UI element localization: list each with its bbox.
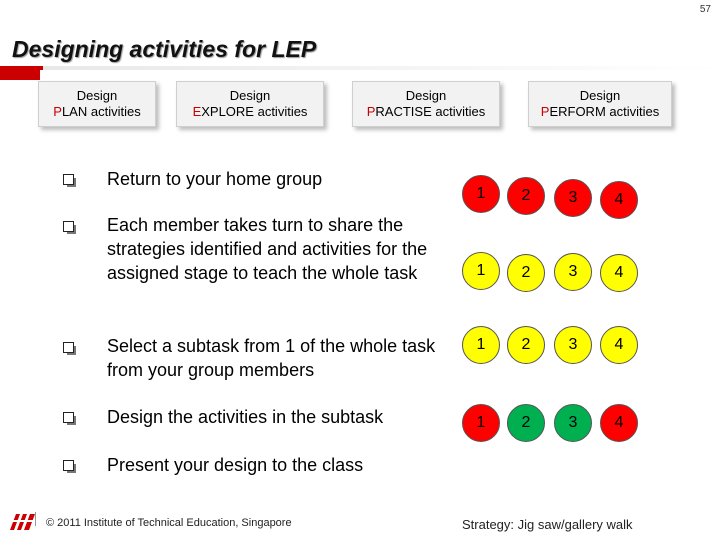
stage-rest: RACTISE activities <box>375 104 486 119</box>
stage-initial: P <box>366 104 376 119</box>
checkbox-bullet-icon <box>63 174 74 185</box>
group-circle: 3 <box>554 179 592 217</box>
stage-rest: XPLORE activities <box>201 104 308 119</box>
checkbox-bullet-icon <box>63 412 74 423</box>
stage-rest: LAN activities <box>61 104 141 119</box>
stage-line1: Design <box>229 88 271 103</box>
ite-logo-icon <box>8 510 36 532</box>
stage-box-practise <box>352 81 500 127</box>
copyright-text: © 2011 Institute of Technical Education, Singapore <box>46 517 292 529</box>
group-circle: 4 <box>600 326 638 364</box>
stage-box-perform <box>528 81 672 127</box>
group-circle: 3 <box>554 404 592 442</box>
checkbox-bullet-icon <box>63 342 74 353</box>
stage-initial: P <box>53 104 62 119</box>
group-circle: 1 <box>462 252 500 290</box>
step-item: Return to your home group <box>107 169 323 189</box>
group-circle: 1 <box>462 404 500 442</box>
stage-line2 <box>39 104 155 120</box>
group-circle: 1 <box>462 175 500 213</box>
stage-line2 <box>529 104 671 120</box>
title-accent-block <box>0 70 40 80</box>
page-number: 57 <box>699 4 711 15</box>
slide-title: Designing activities for LEP <box>12 36 317 62</box>
checkbox-bullet-icon <box>63 460 74 471</box>
stage-box-explore <box>176 81 324 127</box>
stage-initial: P <box>540 104 550 119</box>
checkbox-bullet-icon <box>63 221 74 232</box>
group-circle: 4 <box>600 404 638 442</box>
group-circle: 3 <box>554 253 592 291</box>
group-circle: 2 <box>507 404 545 442</box>
stage-rest: ERFORM activities <box>549 104 660 119</box>
stage-initial: E <box>192 104 202 119</box>
strategy-note: Strategy: Jig saw/gallery walk <box>462 517 633 532</box>
stage-line1: Design <box>579 88 621 103</box>
step-item: Select a subtask from 1 of the whole task from your group members <box>107 336 436 380</box>
group-circle: 2 <box>507 254 545 292</box>
stage-box-plan <box>38 81 156 127</box>
step-item: Each member takes turn to share the strategies identified and activities for the assigned stage to teach the whole task <box>107 215 428 283</box>
group-circle: 1 <box>462 326 500 364</box>
stage-line1: Design <box>405 88 447 103</box>
group-circle: 2 <box>507 326 545 364</box>
step-item: Design the activities in the subtask <box>107 407 384 427</box>
step-item: Present your design to the class <box>107 455 364 475</box>
title-underline <box>0 66 720 70</box>
group-circle: 4 <box>600 254 638 292</box>
stage-line2 <box>353 104 499 120</box>
group-circle: 2 <box>507 177 545 215</box>
stage-line2 <box>177 104 323 120</box>
group-circle: 3 <box>554 326 592 364</box>
stage-line1: Design <box>76 88 118 103</box>
group-circle: 4 <box>600 181 638 219</box>
